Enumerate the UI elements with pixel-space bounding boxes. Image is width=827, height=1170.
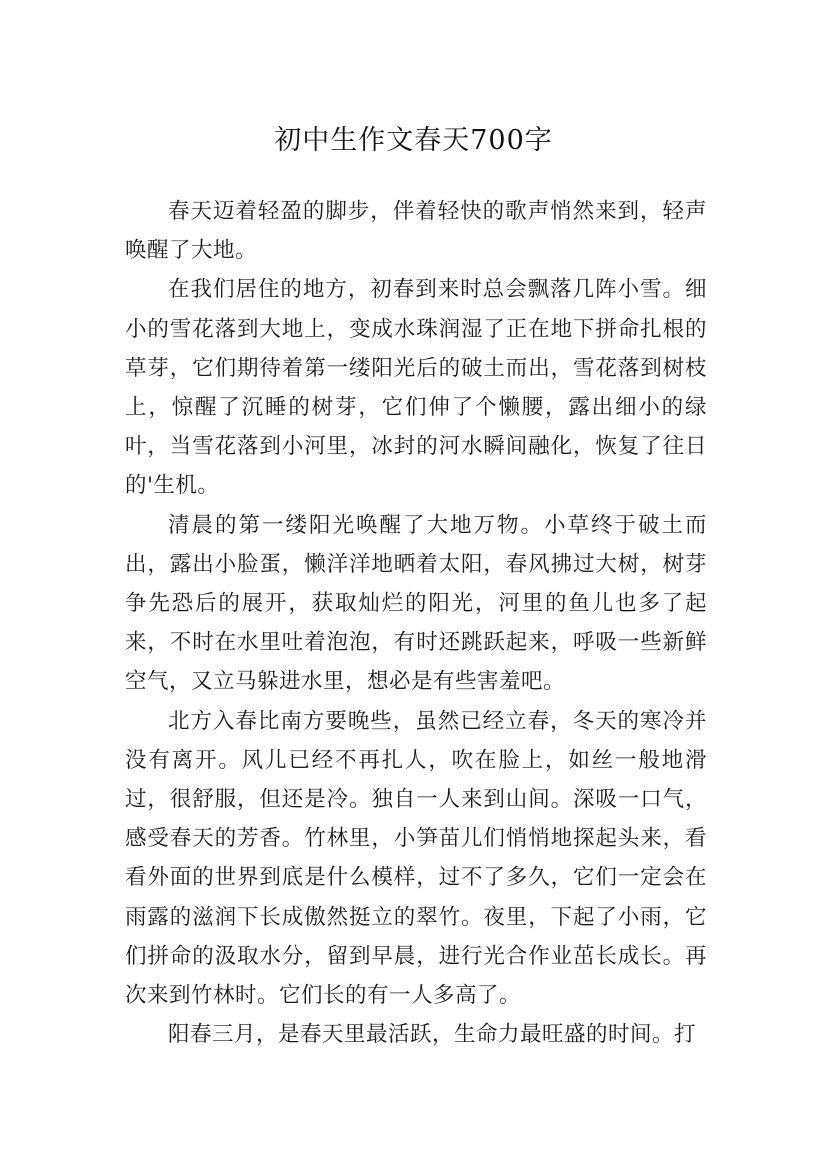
document-title: 初中生作文春天700字 [274, 125, 553, 157]
paragraph: 清晨的第一缕阳光唤醒了大地万物。小草终于破土而出，露出小脸蛋，懒洋洋地晒着太阳，春风拂过大树，树芽争先恐后的展开，获取灿烂的阳光，河里的鱼儿也多了起来，不时在水里吐着泡泡，有时还跳跃起来，呼吸一些新鲜空气，又立马躲进水里，想必是有些害羞吧。 [125, 512, 707, 695]
paragraph: 阳春三月，是春天里最活跃，生命力最旺盛的时间。打 [168, 1022, 697, 1048]
paragraph: 北方入春比南方要晚些，虽然已经立春，冬天的寒冷并没有离开。风儿已经不再扎人，吹在脸上，如丝一般地滑过，很舒服，但还是冷。独自一人来到山间。深吸一口气，感受春天的芳香。竹林里，小笋苗儿们悄悄地探起头来，看看外面的世界到底是什么模样，过不了多久，它们一定会在雨露的滋润下长成傲然挺立的翠竹。夜里，下起了小雨，它们拼命的汲取水分，留到早晨，进行光合作业茁长成长。再次来到竹林时。它们长的有一人多高了。 [125, 708, 707, 1009]
paragraph: 在我们居住的地方，初春到来时总会飘落几阵小雪。细小的雪花落到大地上，变成水珠润湿了正在地下拼命扎根的草芽，它们期待着第一缕阳光后的破土而出，雪花落到树枝上，惊醒了沉睡的树芽，它们伸了个懒腰，露出细小的绿叶，当雪花落到小河里，冰封的河水瞬间融化，恢复了往日的'生机。 [125, 277, 707, 499]
paragraph: 春天迈着轻盈的脚步，伴着轻快的歌声悄然来到，轻声唤醒了大地。 [125, 199, 707, 264]
document-body [125, 192, 707, 1054]
